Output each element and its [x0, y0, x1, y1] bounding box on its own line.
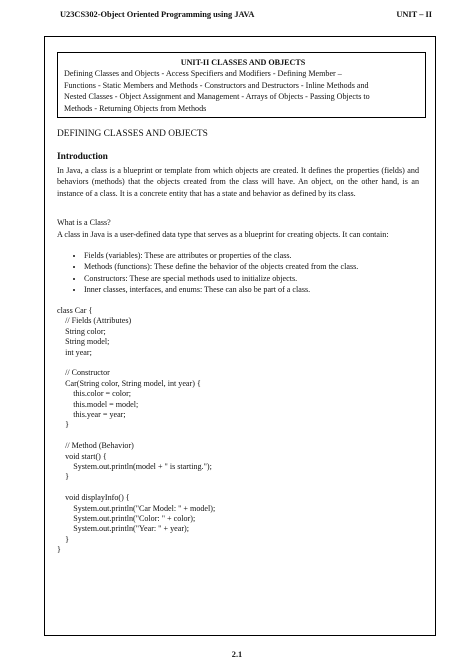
code-line: [57, 431, 215, 441]
list-item: • Methods (functions): These define the behavior of the objects created from the class.: [84, 261, 434, 272]
code-line: // Fields (Attributes): [57, 316, 132, 326]
class-paragraph: A class in Java is a user-defined data type that serves as a blueprint for creating objects. It can contain:: [57, 230, 389, 239]
code-line: Car(String color, String model, int year) {: [57, 378, 201, 388]
code-line: class Car {: [57, 306, 93, 315]
class-contents-list: [71, 250, 434, 295]
code-line: void displayInfo() {: [57, 493, 130, 503]
list-item: • Constructors: These are special methods used to initialize objects.: [84, 273, 434, 284]
code-line: }: [57, 420, 69, 430]
question-line: What is a Class?: [57, 218, 111, 227]
topic-line: Nested Classes - Object Assignment and Management - Arrays of Objects - Passing Objects to: [64, 92, 370, 102]
code-line: void start() {: [57, 451, 107, 461]
topic-line: Defining Classes and Objects - Access Specifiers and Modifiers - Defining Member –: [64, 69, 342, 79]
code-line: String model;: [57, 337, 110, 347]
code-line: System.out.println("Year: " + year);: [57, 524, 189, 534]
code-block: [57, 306, 215, 556]
topic-title: UNIT-II CLASSES AND OBJECTS: [180, 58, 306, 67]
page-header: [60, 10, 432, 19]
code-line: this.year = year;: [57, 410, 126, 420]
intro-heading: Introduction: [57, 152, 108, 162]
code-line: System.out.println(model + " is starting.");: [57, 462, 212, 472]
topic-line: Functions - Static Members and Methods - Constructors and Destructors - Inline Methods and: [64, 80, 369, 90]
code-line: [57, 358, 215, 368]
code-line: System.out.println("Color: " + color);: [57, 514, 196, 524]
code-line: String color;: [57, 326, 106, 336]
topic-line: Methods - Returning Objects from Methods: [64, 103, 207, 113]
topic-box: [57, 52, 426, 118]
header-course-title: U23CS302-Object Oriented Programming using JAVA: [60, 10, 255, 19]
code-line: }: [57, 534, 69, 544]
code-line: int year;: [57, 347, 92, 357]
section-heading: DEFINING CLASSES AND OBJECTS: [57, 129, 208, 139]
header-unit: UNIT – II: [396, 10, 432, 19]
code-line: System.out.println("Car Model: " + model);: [57, 503, 216, 513]
code-line: }: [57, 545, 61, 555]
code-line: // Method (Behavior): [57, 441, 134, 451]
list-item: • Fields (variables): These are attributes or properties of the class.: [84, 250, 434, 261]
code-line: this.color = color;: [57, 389, 132, 399]
page-number: 2.1: [231, 650, 243, 659]
code-line: // Constructor: [57, 368, 110, 378]
code-line: [57, 483, 215, 493]
code-line: }: [57, 472, 69, 482]
list-item: • Inner classes, interfaces, and enums: These can also be part of a class.: [84, 284, 434, 295]
intro-paragraph: In Java, a class is a blueprint or template from which objects are created. It defines the properties (fields) and behaviors (methods) that the objects created from the class will have. An object, on the other hand, is an instance of a class. It is a concrete entity that has a state and behavior as defined by its class.: [57, 166, 419, 198]
code-line: this.model = model;: [57, 399, 139, 409]
